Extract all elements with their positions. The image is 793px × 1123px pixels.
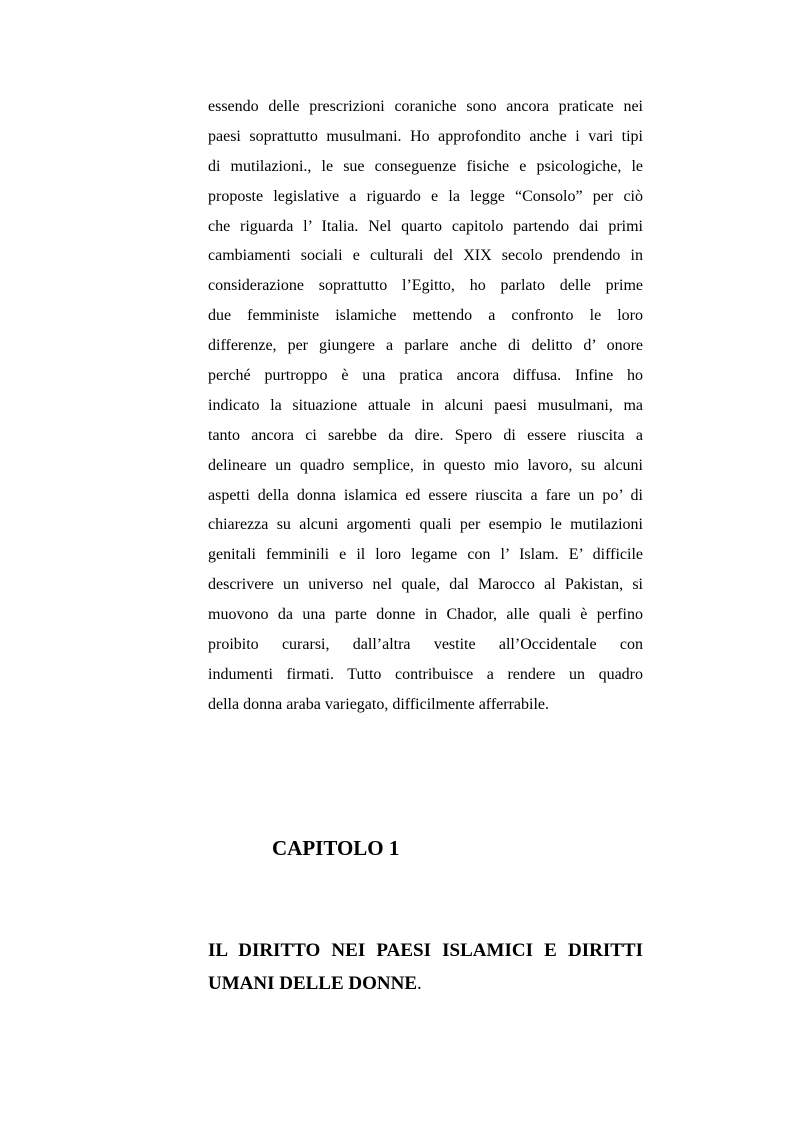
chapter-title	[208, 934, 643, 1000]
body-line: indumenti firmati. Tutto contribuisce a rendere un quadro	[208, 665, 643, 683]
chapter-title-line	[208, 967, 643, 1000]
chapter-label: CAPITOLO 1	[272, 836, 400, 860]
body-paragraph	[208, 92, 643, 720]
body-line: aspetti della donna islamica ed essere riuscita a fare un po’ di	[208, 486, 643, 504]
chapter-title-line: IL DIRITTO NEI PAESI ISLAMICI E DIRITTI	[208, 940, 643, 961]
body-line: cambiamenti sociali e culturali del XIX secolo prendendo in	[208, 247, 643, 265]
body-line: considerazione soprattutto l’Egitto, ho parlato delle prime	[208, 277, 643, 295]
body-line: della donna araba variegato, difficilmente afferrabile.	[208, 695, 550, 713]
body-line: due femministe islamiche mettendo a confronto le loro	[208, 307, 643, 325]
body-line: tanto ancora ci sarebbe da dire. Spero di essere riuscita a	[208, 426, 643, 444]
body-line: genitali femminili e il loro legame con l’ Islam. E’ difficile	[208, 546, 643, 564]
body-line: paesi soprattutto musulmani. Ho approfondito anche i vari tipi	[208, 127, 643, 145]
body-line: chiarezza su alcuni argomenti quali per esempio le mutilazioni	[208, 516, 643, 534]
body-line: di mutilazioni., le sue conseguenze fisiche e psicologiche, le	[208, 157, 643, 175]
body-line: essendo delle prescrizioni coraniche sono ancora praticate nei	[208, 98, 643, 115]
body-line: delineare un quadro semplice, in questo mio lavoro, su alcuni	[208, 456, 643, 474]
body-line: proposte legislative a riguardo e la legge “Consolo” per ciò	[208, 187, 643, 205]
body-line: differenze, per giungere a parlare anche di delitto d’ onore	[208, 337, 643, 355]
chapter-title-text: UMANI DELLE DONNE	[208, 973, 418, 994]
body-line: descrivere un universo nel quale, dal Marocco al Pakistan, si	[208, 576, 643, 594]
body-line: muovono da una parte donne in Chador, alle quali è perfino	[208, 606, 643, 624]
chapter-title-period: .	[417, 973, 422, 994]
body-line: indicato la situazione attuale in alcuni paesi musulmani, ma	[208, 396, 643, 414]
body-line: perché purtroppo è una pratica ancora diffusa. Infine ho	[208, 367, 643, 385]
body-line: che riguarda l’ Italia. Nel quarto capitolo partendo dai primi	[208, 217, 643, 235]
body-line: proibito curarsi, dall’altra vestite all’Occidentale con	[208, 636, 643, 654]
